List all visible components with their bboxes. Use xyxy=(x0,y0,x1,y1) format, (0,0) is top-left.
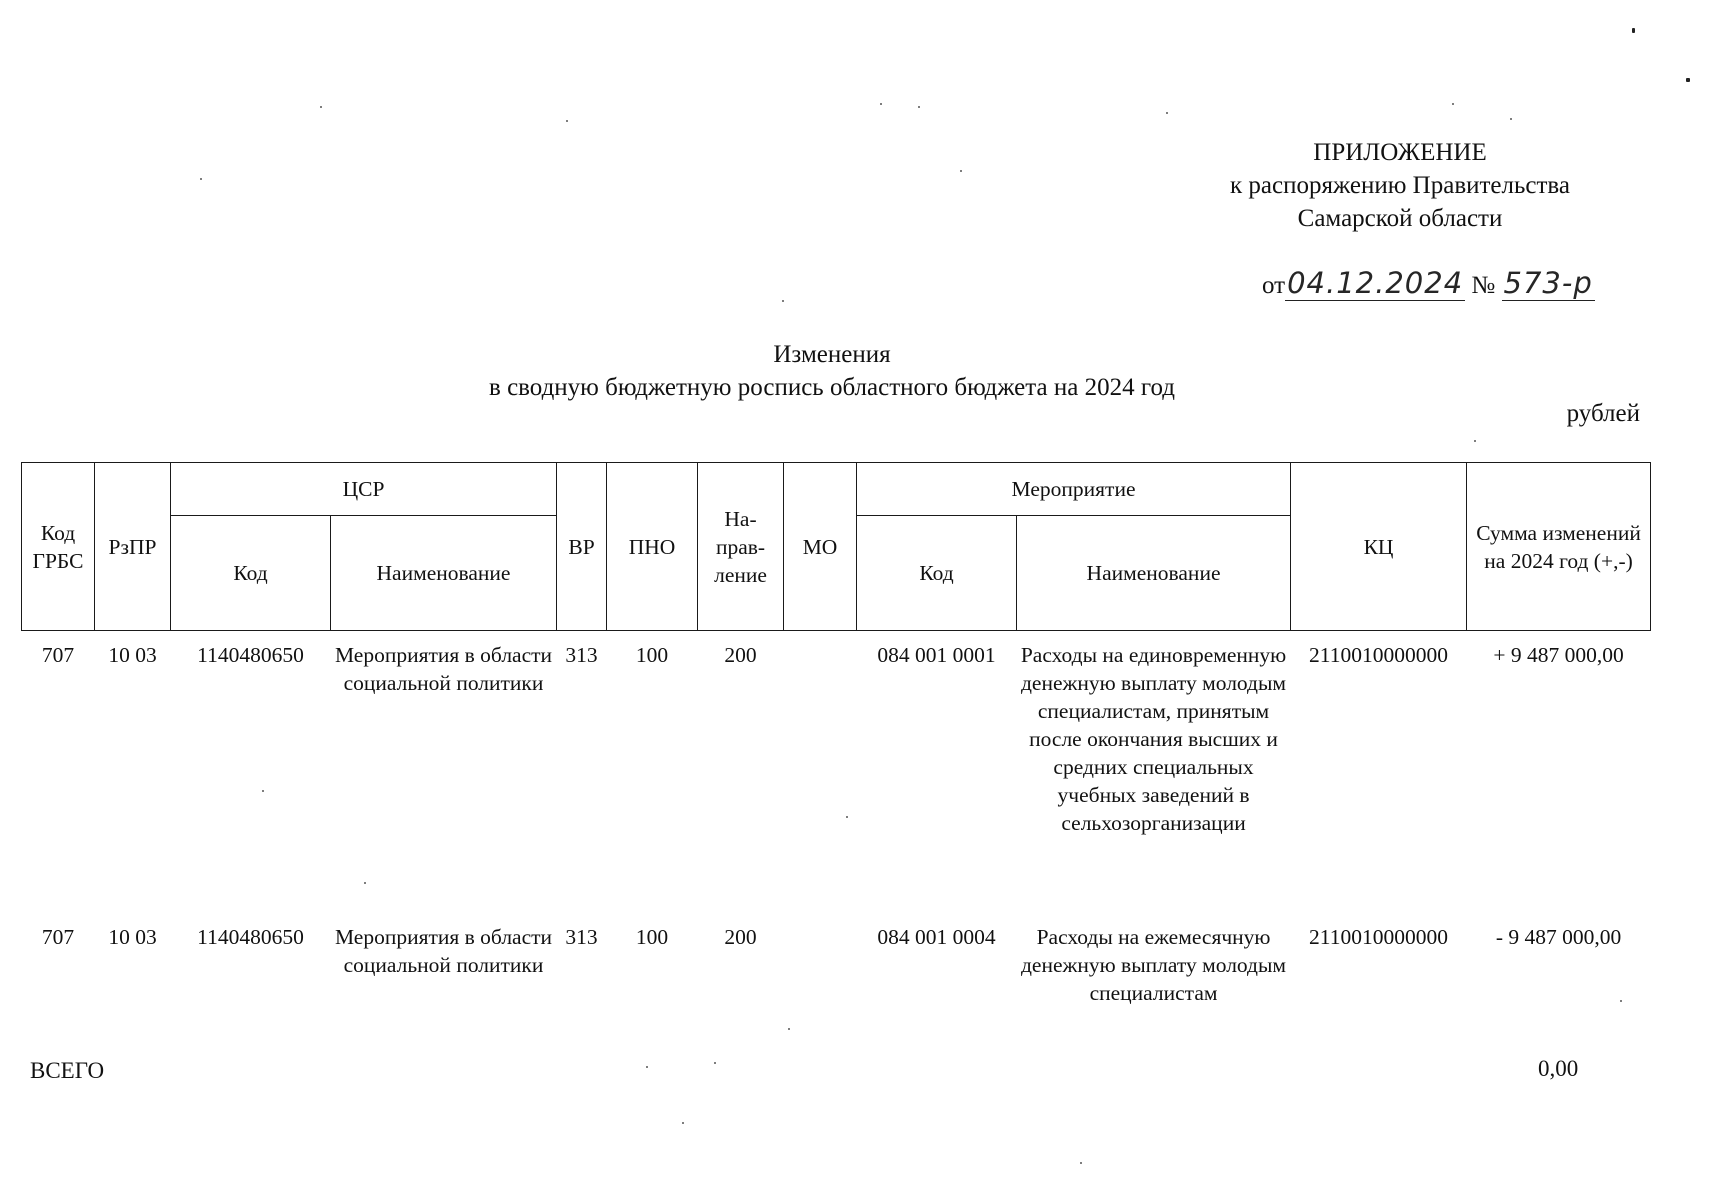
header-kc: КЦ xyxy=(1291,463,1467,631)
appendix-line-1: к распоряжению Правительства xyxy=(1229,172,1570,199)
header-csr-name: Наименование xyxy=(331,516,557,631)
scan-speck xyxy=(918,106,920,108)
header-vr: ВР xyxy=(557,463,607,631)
order-reference xyxy=(1262,266,1595,300)
header-csr: ЦСР xyxy=(171,463,557,516)
scan-speck xyxy=(1452,103,1454,105)
scan-speck xyxy=(1686,78,1690,82)
scan-speck xyxy=(1620,1000,1622,1002)
table-row xyxy=(22,923,1651,1051)
header-mo: МО xyxy=(784,463,857,631)
cell-csr-code: 1140480650 xyxy=(197,643,304,667)
cell-pno: 100 xyxy=(635,643,669,667)
cell-direction: 200 xyxy=(724,643,757,667)
scan-speck xyxy=(566,120,568,122)
scan-speck xyxy=(714,1062,716,1064)
appendix-header xyxy=(1150,136,1650,235)
cell-vr: 313 xyxy=(565,925,598,949)
appendix-line-2: Самарской области xyxy=(1297,205,1503,232)
cell-grbs: 707 xyxy=(41,643,75,667)
header-sum: Сумма изменений на 2024 год (+,-) xyxy=(1467,463,1651,631)
scan-speck xyxy=(1166,112,1168,114)
scan-speck xyxy=(1474,440,1476,442)
header-pno: ПНО xyxy=(607,463,698,631)
header-direction: На-прав-ление xyxy=(698,463,784,631)
cell-mo xyxy=(784,923,857,1051)
header-grbs: Код ГРБС xyxy=(22,463,95,631)
scan-speck xyxy=(782,300,784,302)
document-title xyxy=(0,338,1664,404)
header-event: Мероприятие xyxy=(857,463,1291,516)
cell-pno: 100 xyxy=(635,925,669,949)
cell-event-name: Расходы на ежемесячную денежную выплату молодым специалистам xyxy=(1020,925,1287,1005)
document-title-line-2: в сводную бюджетную роспись областного бюджета на 2024 год xyxy=(489,374,1175,401)
order-number: 573-р xyxy=(1503,266,1593,300)
cell-csr-name: Мероприятия в области социальной политики xyxy=(334,925,553,977)
scan-speck xyxy=(1632,28,1635,33)
header-event-name: Наименование xyxy=(1017,516,1291,631)
currency-unit: рублей xyxy=(1566,400,1640,427)
header-csr-code: Код xyxy=(171,516,331,631)
appendix-title: ПРИЛОЖЕНИЕ xyxy=(1313,139,1487,166)
scan-speck xyxy=(1510,118,1512,120)
cell-event-code: 084 001 0001 xyxy=(877,643,996,667)
scan-speck xyxy=(646,1066,648,1068)
scan-speck xyxy=(364,882,366,884)
header-event-code: Код xyxy=(857,516,1017,631)
total-label: ВСЕГО xyxy=(30,1058,105,1083)
order-number-label: № xyxy=(1471,272,1496,299)
cell-kc: 2110010000000 xyxy=(1309,643,1448,667)
scan-speck xyxy=(880,103,882,105)
cell-sum: - 9 487 000,00 xyxy=(1495,925,1622,949)
order-from-label: от xyxy=(1262,272,1286,299)
total-value: 0,00 xyxy=(1538,1056,1579,1081)
scan-speck xyxy=(682,1122,684,1124)
cell-event-code: 084 001 0004 xyxy=(877,925,996,949)
cell-kc: 2110010000000 xyxy=(1309,925,1448,949)
scan-speck xyxy=(788,1028,790,1030)
scan-speck xyxy=(320,106,322,108)
cell-grbs: 707 xyxy=(41,925,75,949)
scan-speck xyxy=(960,170,962,172)
document-title-line-1: Изменения xyxy=(773,341,891,368)
cell-rzpr: 10 03 xyxy=(108,643,157,667)
cell-mo xyxy=(784,631,857,924)
table-row xyxy=(22,631,1651,924)
cell-sum: + 9 487 000,00 xyxy=(1493,643,1624,667)
cell-vr: 313 xyxy=(565,643,598,667)
budget-changes-table xyxy=(21,462,1651,1051)
cell-csr-name: Мероприятия в области социальной политики xyxy=(334,643,553,695)
scan-speck xyxy=(262,790,264,792)
cell-rzpr: 10 03 xyxy=(108,925,157,949)
scan-speck xyxy=(200,178,202,180)
cell-event-name: Расходы на единовременную денежную выплату молодым специалистам, принятым после окончания высших и средних специальных учебных заведений в сельхозорганизации xyxy=(1020,643,1287,835)
table-header-row-1 xyxy=(22,463,1651,516)
order-date: 04.12.2024 xyxy=(1287,266,1464,300)
cell-csr-code: 1140480650 xyxy=(197,925,304,949)
header-rzpr: РзПР xyxy=(95,463,171,631)
scan-speck xyxy=(846,816,848,818)
cell-direction: 200 xyxy=(724,925,757,949)
scan-speck xyxy=(1080,1162,1082,1164)
